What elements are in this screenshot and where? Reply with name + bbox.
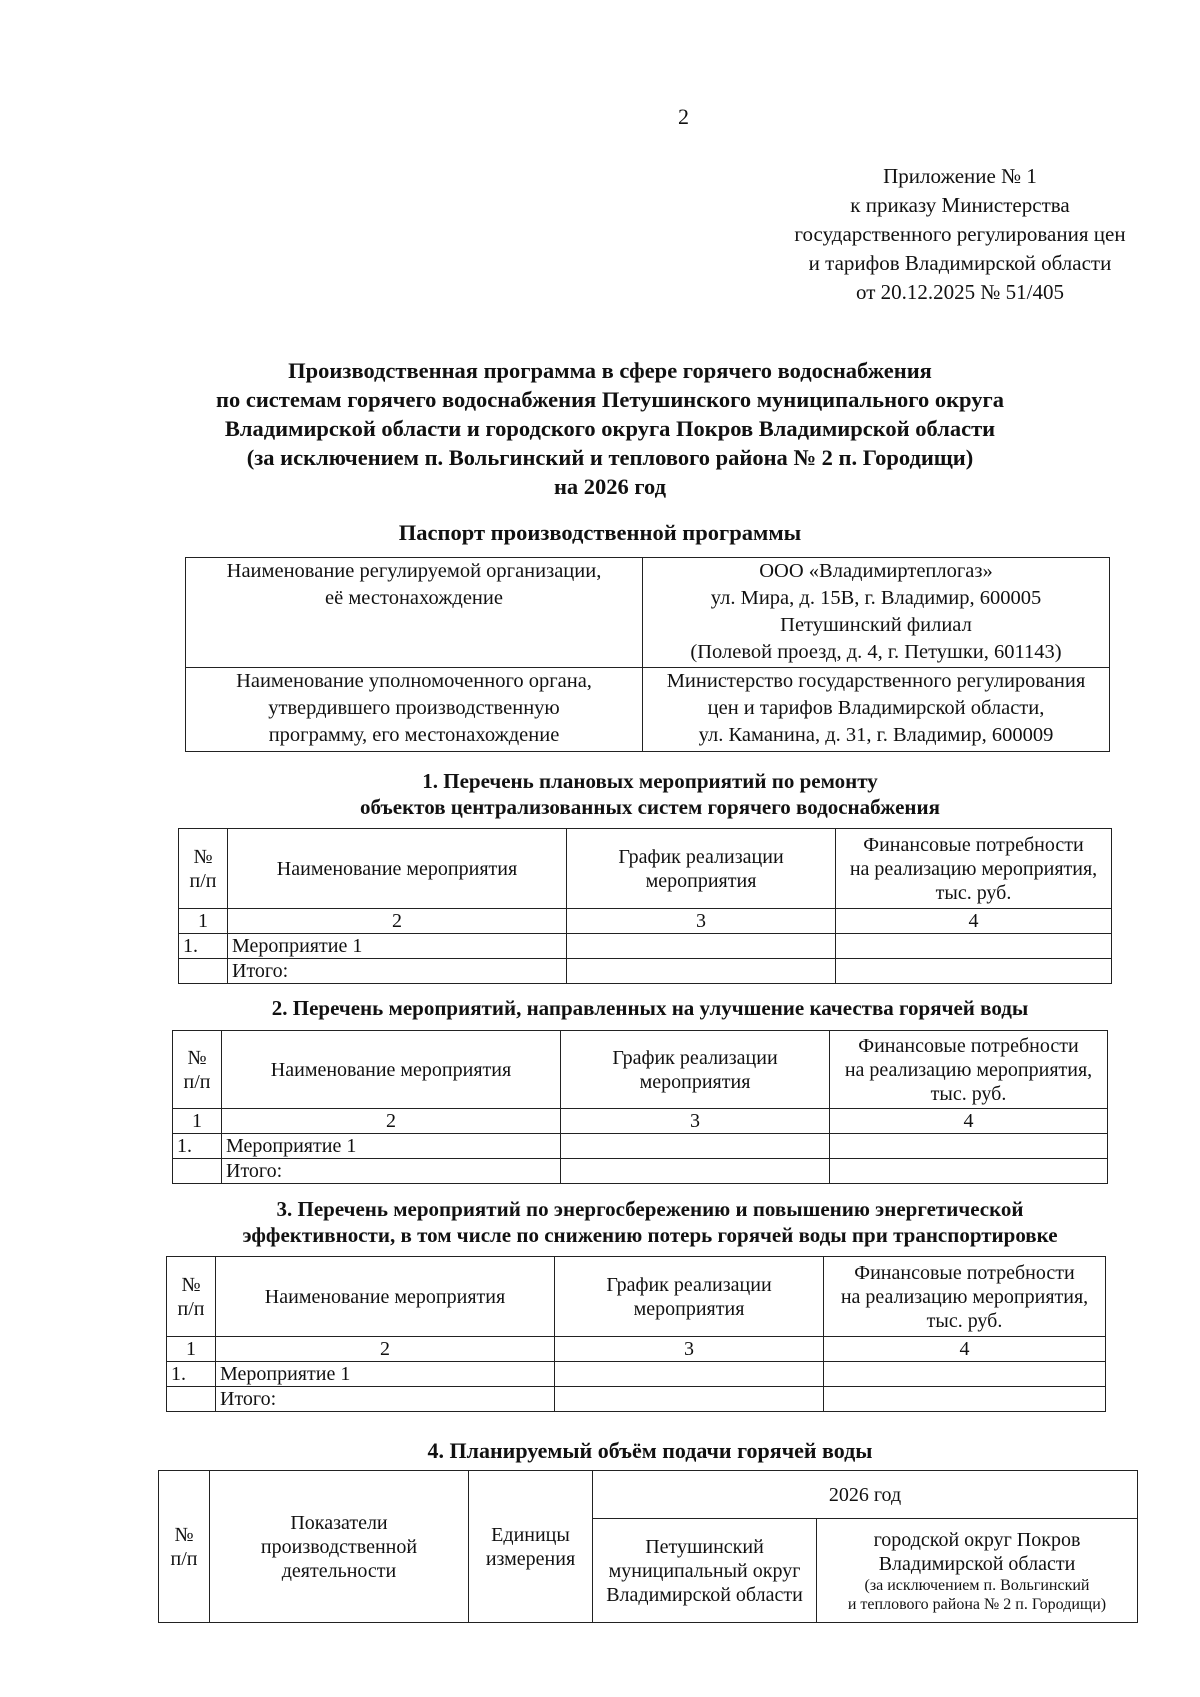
- table-cell: [555, 1387, 824, 1412]
- column-number: 1: [173, 1109, 222, 1134]
- supply-volume-table: [158, 1470, 1138, 1623]
- section-title-line: 2. Перечень мероприятий, направленных на улучшение качества горячей воды: [271, 996, 1029, 1020]
- column-number: 4: [836, 909, 1112, 934]
- table-cell: [179, 959, 228, 984]
- total-label: Итого:: [228, 959, 567, 984]
- appendix-line: и тарифов Владимирской области: [808, 251, 1112, 275]
- section-title-line: эффективности, в том числе по снижению потерь горячей воды при транспортировке: [242, 1223, 1058, 1247]
- table-row: [186, 558, 1110, 668]
- header-line: измерения: [485, 1547, 576, 1570]
- header-line: №: [187, 1046, 207, 1069]
- column-number: 4: [830, 1109, 1108, 1134]
- header-line: Единицы: [491, 1523, 570, 1546]
- table-row: [167, 1387, 1106, 1412]
- passport-value-line: Петушинский филиал: [780, 614, 972, 636]
- passport-title: Паспорт производственной программы: [398, 520, 802, 545]
- header-line: деятельности: [281, 1559, 397, 1582]
- header-line: №: [193, 845, 213, 868]
- page-number: 2: [678, 104, 689, 129]
- table-header-cell: [167, 1257, 216, 1337]
- header-line: п/п: [177, 1297, 205, 1320]
- header-line: тыс. руб.: [935, 881, 1012, 904]
- table-cell: [186, 558, 643, 668]
- passport-table: [185, 557, 1110, 752]
- passport-value-line: ООО «Владимиртеплогаз»: [759, 560, 993, 582]
- table-cell: [824, 1362, 1106, 1387]
- title-line: по системам горячего водоснабжения Петушинского муниципального округа: [216, 387, 1004, 412]
- header-line: тыс. руб.: [926, 1309, 1003, 1332]
- column-number: 3: [567, 909, 836, 934]
- table-header-row: [159, 1471, 1138, 1519]
- column-number: 1: [167, 1337, 216, 1362]
- table-cell: [561, 1134, 830, 1159]
- table-header-row: [173, 1031, 1108, 1109]
- section-title-line: 1. Перечень плановых мероприятий по ремонту: [422, 769, 878, 793]
- table-row: [173, 1109, 1108, 1134]
- header-line: п/п: [170, 1547, 198, 1570]
- table-header-cell: [469, 1471, 593, 1623]
- table-cell: [186, 668, 643, 752]
- total-label: Итого:: [222, 1159, 561, 1184]
- passport-label-line: утвердившего производственную: [268, 697, 560, 719]
- table-row: [179, 959, 1112, 984]
- header-line: на реализацию мероприятия,: [844, 1058, 1093, 1081]
- table-header-cell: [555, 1257, 824, 1337]
- passport-value-line: ул. Мира, д. 15В, г. Владимир, 600005: [710, 587, 1042, 609]
- header-line: тыс. руб.: [930, 1082, 1007, 1105]
- title-line: на 2026 год: [553, 474, 667, 499]
- column-number: 1: [179, 909, 228, 934]
- header-line: Финансовые потребности: [854, 1261, 1075, 1284]
- column-number: 3: [561, 1109, 830, 1134]
- table-cell: [836, 959, 1112, 984]
- table-cell: [173, 1159, 222, 1184]
- section-title-line: объектов централизованных систем горячего водоснабжения: [360, 795, 940, 819]
- header-line: мероприятия: [645, 869, 757, 892]
- document-title: [160, 356, 1060, 501]
- appendix-line: от 20.12.2025 № 51/405: [855, 280, 1065, 304]
- title-line: (за исключением п. Вольгинский и теплового района № 2 п. Городищи): [246, 445, 974, 470]
- column-number: 3: [555, 1337, 824, 1362]
- table-header-cell: [228, 829, 567, 909]
- table-cell: [830, 1134, 1108, 1159]
- header-line: №: [181, 1273, 201, 1296]
- passport-label-line: её местонахождение: [325, 587, 503, 609]
- section-4-title: 4. Планируемый объём подачи горячей воды: [427, 1438, 873, 1463]
- header-line: График реализации: [618, 845, 784, 868]
- events-table-2: [172, 1030, 1108, 1184]
- header-line: Наименование мероприятия: [264, 1285, 506, 1308]
- table-cell: [555, 1362, 824, 1387]
- header-line: п/п: [183, 1070, 211, 1093]
- header-line: производственной: [260, 1535, 418, 1558]
- table-row: [186, 668, 1110, 752]
- title-line: Владимирской области и городского округа Покров Владимирской области: [224, 416, 996, 441]
- table-row: [173, 1134, 1108, 1159]
- table-header-cell: [210, 1471, 469, 1623]
- header-line: Наименование мероприятия: [270, 1058, 512, 1081]
- header-line: График реализации: [612, 1046, 778, 1069]
- passport-label-line: Наименование регулируемой организации,: [226, 560, 602, 582]
- row-number: 1.: [179, 934, 228, 959]
- table-header-cell: [817, 1519, 1138, 1623]
- event-name: Мероприятие 1: [222, 1134, 561, 1159]
- table-header-row: [167, 1257, 1106, 1337]
- passport-label-line: программу, его местонахождение: [268, 724, 560, 746]
- section-1-title: [200, 768, 1100, 820]
- total-label: Итого:: [216, 1387, 555, 1412]
- table-header-cell: [593, 1519, 817, 1623]
- header-line: Владимирской области: [606, 1583, 803, 1606]
- table-row: [173, 1159, 1108, 1184]
- passport-label-line: Наименование уполномоченного органа,: [236, 670, 592, 692]
- header-line: на реализацию мероприятия,: [849, 857, 1098, 880]
- appendix-line: к приказу Министерства: [850, 193, 1070, 217]
- section-title-line: 3. Перечень мероприятий по энергосбережению и повышению энергетической: [276, 1197, 1024, 1221]
- table-header-cell: [567, 829, 836, 909]
- table-row: [179, 934, 1112, 959]
- table-header-cell: [836, 829, 1112, 909]
- header-line: и теплового района № 2 п. Городищи): [847, 1595, 1107, 1613]
- table-header-cell: [824, 1257, 1106, 1337]
- title-line: Производственная программа в сфере горячего водоснабжения: [288, 358, 932, 383]
- table-cell: [643, 668, 1110, 752]
- header-line: на реализацию мероприятия,: [840, 1285, 1089, 1308]
- header-line: мероприятия: [633, 1297, 745, 1320]
- header-line: Наименование мероприятия: [276, 857, 518, 880]
- header-line: Петушинский: [645, 1535, 764, 1558]
- table-cell: [561, 1159, 830, 1184]
- header-line: муниципальный округ: [608, 1559, 801, 1582]
- table-header-cell: [159, 1471, 210, 1623]
- passport-value-line: ул. Каманина, д. 31, г. Владимир, 600009: [698, 724, 1054, 746]
- table-row: [167, 1362, 1106, 1387]
- column-number: 2: [228, 909, 567, 934]
- passport-value-line: (Полевой проезд, д. 4, г. Петушки, 601143): [690, 641, 1062, 663]
- table-header-cell: [561, 1031, 830, 1109]
- appendix-line: Приложение № 1: [883, 164, 1037, 188]
- event-name: Мероприятие 1: [216, 1362, 555, 1387]
- column-number: 2: [216, 1337, 555, 1362]
- header-line: городской округ Покров: [873, 1528, 1081, 1551]
- table-header-cell: [179, 829, 228, 909]
- table-header-cell: [216, 1257, 555, 1337]
- header-line: Финансовые потребности: [858, 1034, 1079, 1057]
- header-line: График реализации: [606, 1273, 772, 1296]
- header-line: Владимирской области: [878, 1552, 1076, 1575]
- table-cell: [836, 934, 1112, 959]
- table-cell: [643, 558, 1110, 668]
- appendix-block: [760, 162, 1160, 307]
- column-number: 4: [824, 1337, 1106, 1362]
- table-header-cell: [173, 1031, 222, 1109]
- table-header-cell: [830, 1031, 1108, 1109]
- table-cell: [824, 1387, 1106, 1412]
- table-cell: [167, 1387, 216, 1412]
- events-table-1: [178, 828, 1112, 984]
- passport-value-line: Министерство государственного регулирования: [666, 670, 1086, 692]
- events-table-3: [166, 1256, 1106, 1412]
- header-line: Показатели: [290, 1511, 388, 1534]
- section-2-title: [180, 995, 1120, 1021]
- header-line: №: [174, 1523, 194, 1546]
- table-row: [167, 1337, 1106, 1362]
- header-line: (за исключением п. Вольгинский: [864, 1576, 1090, 1594]
- year-header: 2026 год: [593, 1471, 1138, 1519]
- table-header-row: [179, 829, 1112, 909]
- table-cell: [567, 934, 836, 959]
- row-number: 1.: [173, 1134, 222, 1159]
- passport-value-line: цен и тарифов Владимирской области,: [707, 697, 1045, 719]
- table-header-cell: [222, 1031, 561, 1109]
- table-row: [179, 909, 1112, 934]
- section-3-title: [160, 1196, 1140, 1248]
- row-number: 1.: [167, 1362, 216, 1387]
- table-cell: [830, 1159, 1108, 1184]
- header-line: п/п: [189, 869, 217, 892]
- table-cell: [567, 959, 836, 984]
- header-line: Финансовые потребности: [863, 833, 1084, 856]
- event-name: Мероприятие 1: [228, 934, 567, 959]
- column-number: 2: [222, 1109, 561, 1134]
- header-line: мероприятия: [639, 1070, 751, 1093]
- appendix-line: государственного регулирования цен: [794, 222, 1126, 246]
